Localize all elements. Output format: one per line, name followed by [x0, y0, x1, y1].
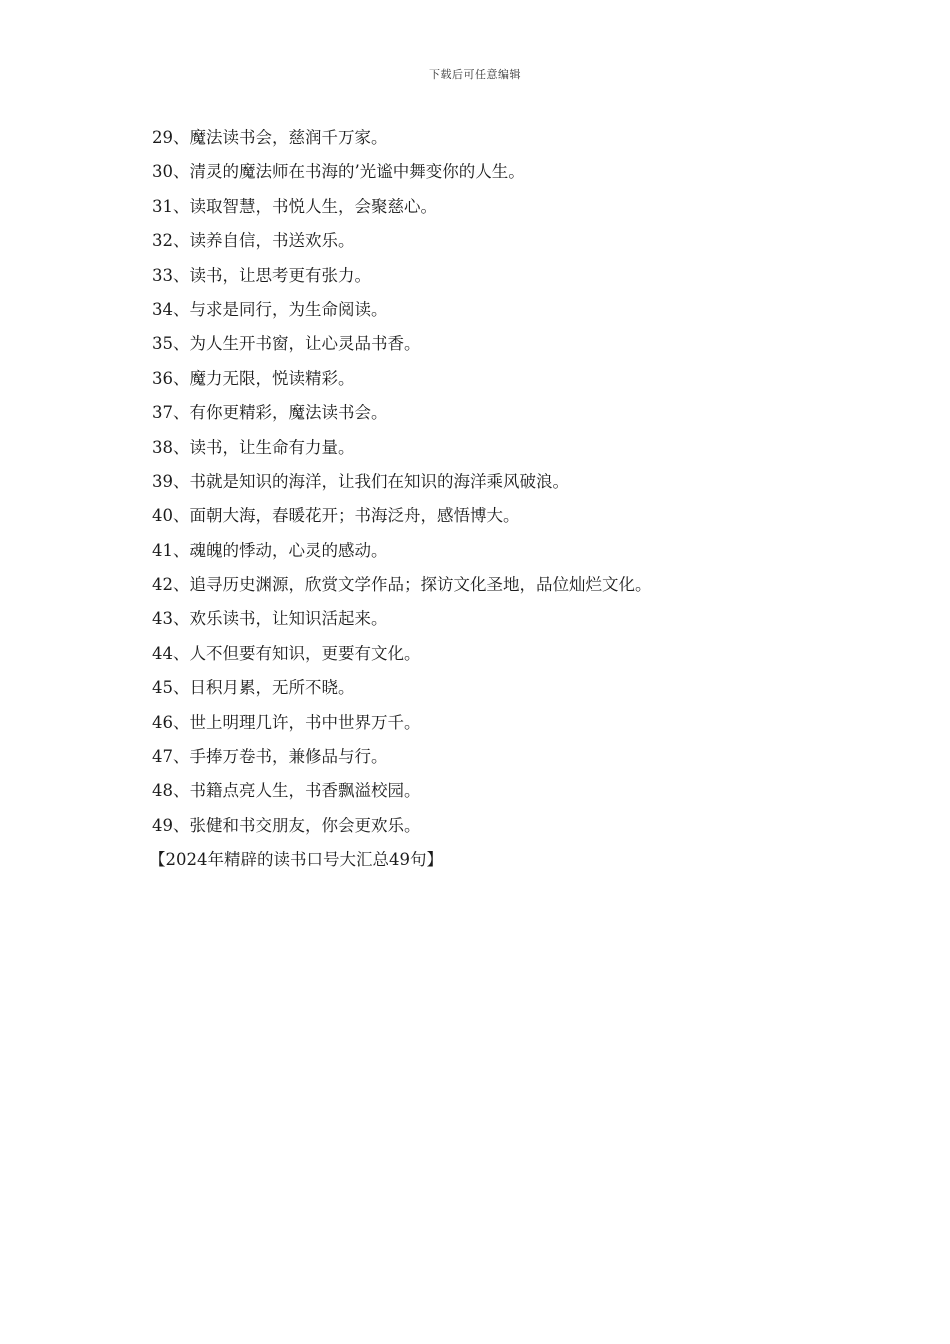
document-body: [149, 124, 852, 881]
list-item: 29、魔法读书会，慈润千万家。: [152, 128, 388, 147]
list-item: 46、世上明理几许，书中世界万千。: [152, 712, 421, 732]
list-item: 43、欢乐读书，让知识活起来。: [152, 609, 388, 629]
list-item: 30、清灵的魔法师在书海的’光谧中舞变你的人生。: [152, 162, 525, 182]
list-item: 37、有你更精彩，魔法读书会。: [152, 403, 388, 423]
list-item: 42、追寻历史渊源，欣赏文学作品；探访文化圣地，品位灿烂文化。: [152, 575, 652, 595]
list-item: 48、书籍点亮人生，书香飘溢校园。: [152, 781, 421, 801]
list-item: 38、读书，让生命有力量。: [152, 437, 355, 457]
list-item: 45、日积月累，无所不晓。: [152, 678, 355, 698]
page-header: 下载后可任意编辑: [429, 68, 521, 81]
list-item: 47、手捧万卷书，兼修品与行。: [152, 747, 388, 767]
list-item: 31、读取智慧，书悦人生，会聚慈心。: [152, 196, 437, 216]
list-item: 39、书就是知识的海洋，让我们在知识的海洋乘风破浪。: [152, 471, 569, 491]
list-item: 36、魔力无限，悦读精彩。: [152, 368, 355, 388]
list-item: 34、与求是同行，为生命阅读。: [152, 299, 388, 319]
list-item: 49、张健和书交朋友，你会更欢乐。: [152, 815, 421, 835]
document-footer-title: 【2024年精辟的读书口号大汇总49句】: [149, 850, 443, 870]
list-item: 33、读书，让思考更有张力。: [152, 265, 371, 285]
list-item: 32、读养自信，书送欢乐。: [152, 231, 355, 251]
list-item: 41、魂魄的悸动，心灵的感动。: [152, 540, 388, 560]
list-item: 35、为人生开书窗，让心灵品书香。: [152, 334, 421, 354]
list-item: 40、面朝大海，春暖花开；书海泛舟，感悟博大。: [152, 506, 520, 526]
list-item: 44、人不但要有知识，更要有文化。: [152, 643, 421, 663]
